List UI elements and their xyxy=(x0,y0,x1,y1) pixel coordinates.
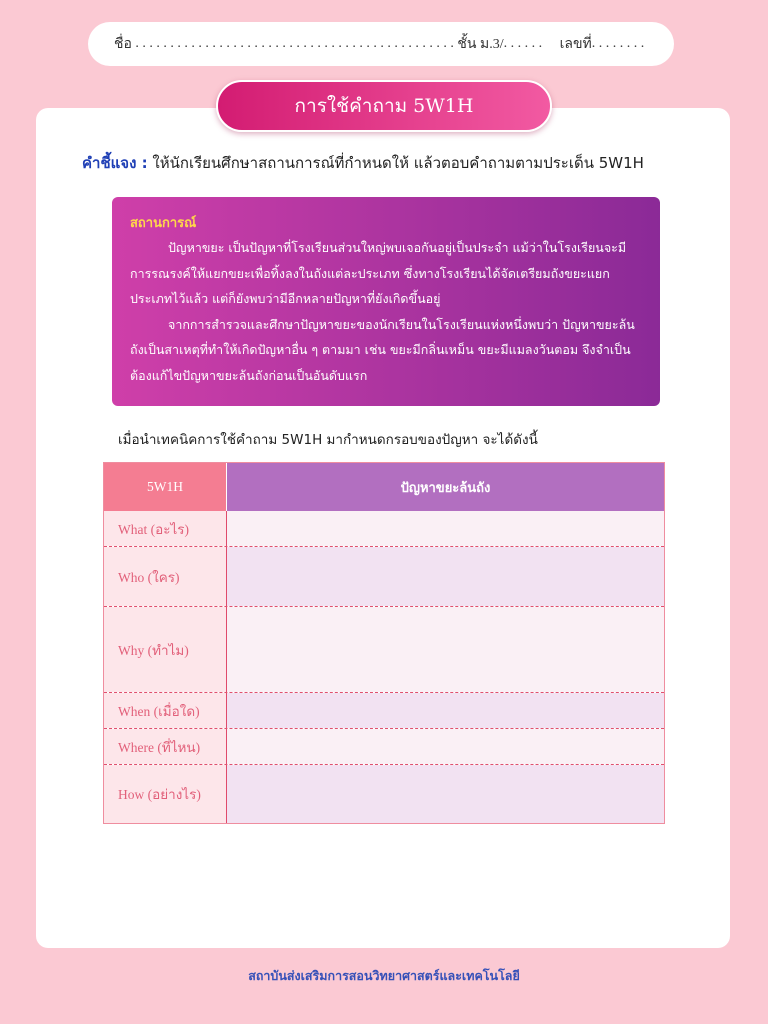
table-row xyxy=(104,511,664,546)
answer-why[interactable] xyxy=(227,607,664,692)
row-label-why: Why (ทำไม) xyxy=(104,607,227,692)
row-label-how: How (อย่างไร) xyxy=(104,765,227,823)
name-label: ชื่อ xyxy=(114,37,132,52)
answer-who[interactable] xyxy=(227,547,664,606)
answer-how[interactable] xyxy=(227,765,664,823)
instruction-label: คำชี้แจง : xyxy=(82,154,148,172)
number-label: เลขที่ xyxy=(559,37,592,52)
worksheet-title: การใช้คำถาม 5W1H xyxy=(216,80,552,132)
answer-where[interactable] xyxy=(227,729,664,764)
row-label-when: When (เมื่อใด) xyxy=(104,693,227,728)
number-field[interactable]: . . . . . . . . xyxy=(591,36,645,51)
name-field[interactable]: . . . . . . . . . . . . . . . . . . . . . . . . . . . . . . . . . . . . . . . . . . . . . . xyxy=(131,36,458,51)
table-row xyxy=(104,728,664,764)
header-5w1h: 5W1H xyxy=(104,463,227,511)
row-label-who: Who (ใคร) xyxy=(104,547,227,606)
instruction xyxy=(82,151,722,175)
table-header-row xyxy=(104,463,664,511)
row-label-what: What (อะไร) xyxy=(104,511,227,546)
table-row xyxy=(104,606,664,692)
table-row xyxy=(104,546,664,606)
scenario-paragraph-2: จากการสำรวจและศึกษาปัญหาขยะของนักเรียนในโรงเรียนแห่งหนึ่งพบว่า ปัญหาขยะล้นถังเป็นสาเหตุที่ทำให้เกิดปัญหาอื่น ๆ ตามมา เช่น ขยะมีกลิ่นเหม็น ขยะมีแมลงวันตอม จึงจำเป็นต้องแก้ไขปัญหาขยะล้นถังก่อนเป็นอันดับแรก xyxy=(130,316,635,383)
footer-institution: สถาบันส่งเสริมการสอนวิทยาศาสตร์และเทคโนโลยี xyxy=(248,968,520,983)
scenario-box xyxy=(112,197,660,406)
class-field[interactable]: . . . . . . xyxy=(503,36,560,51)
answer-what[interactable] xyxy=(227,511,664,546)
table-row xyxy=(104,764,664,823)
row-label-where: Where (ที่ไหน) xyxy=(104,729,227,764)
scenario-paragraph-1: ปัญหาขยะ เป็นปัญหาที่โรงเรียนส่วนใหญ่พบเจอกันอยู่เป็นประจำ แม้ว่าในโรงเรียนจะมีการรณรงค์ให้แยกขยะเพื่อทิ้งลงในถังแต่ละประเภท ซึ่งทางโรงเรียนได้จัดเตรียมถังขยะแยกประเภทไว้แล้ว แต่ก็ยังพบว่ามีอีกหลายปัญหาที่ยังเกิดขึ้นอยู่ xyxy=(130,240,627,306)
table-lead-text: เมื่อนำเทคนิคการใช้คำถาม 5W1H มากำหนดกรอบของปัญหา จะได้ดังนี้ xyxy=(118,432,538,448)
instruction-text: ให้นักเรียนศึกษาสถานการณ์ที่กำหนดให้ แล้วตอบคำถามตามประเด็น 5W1H xyxy=(147,154,644,172)
scenario-title: สถานการณ์ xyxy=(130,216,197,231)
answer-when[interactable] xyxy=(227,693,664,728)
5w1h-table xyxy=(103,462,665,824)
header-problem: ปัญหาขยะล้นถัง xyxy=(227,463,664,511)
class-label: ชั้น ม.3/ xyxy=(457,37,504,52)
student-info-bar xyxy=(88,22,674,66)
table-row xyxy=(104,692,664,728)
